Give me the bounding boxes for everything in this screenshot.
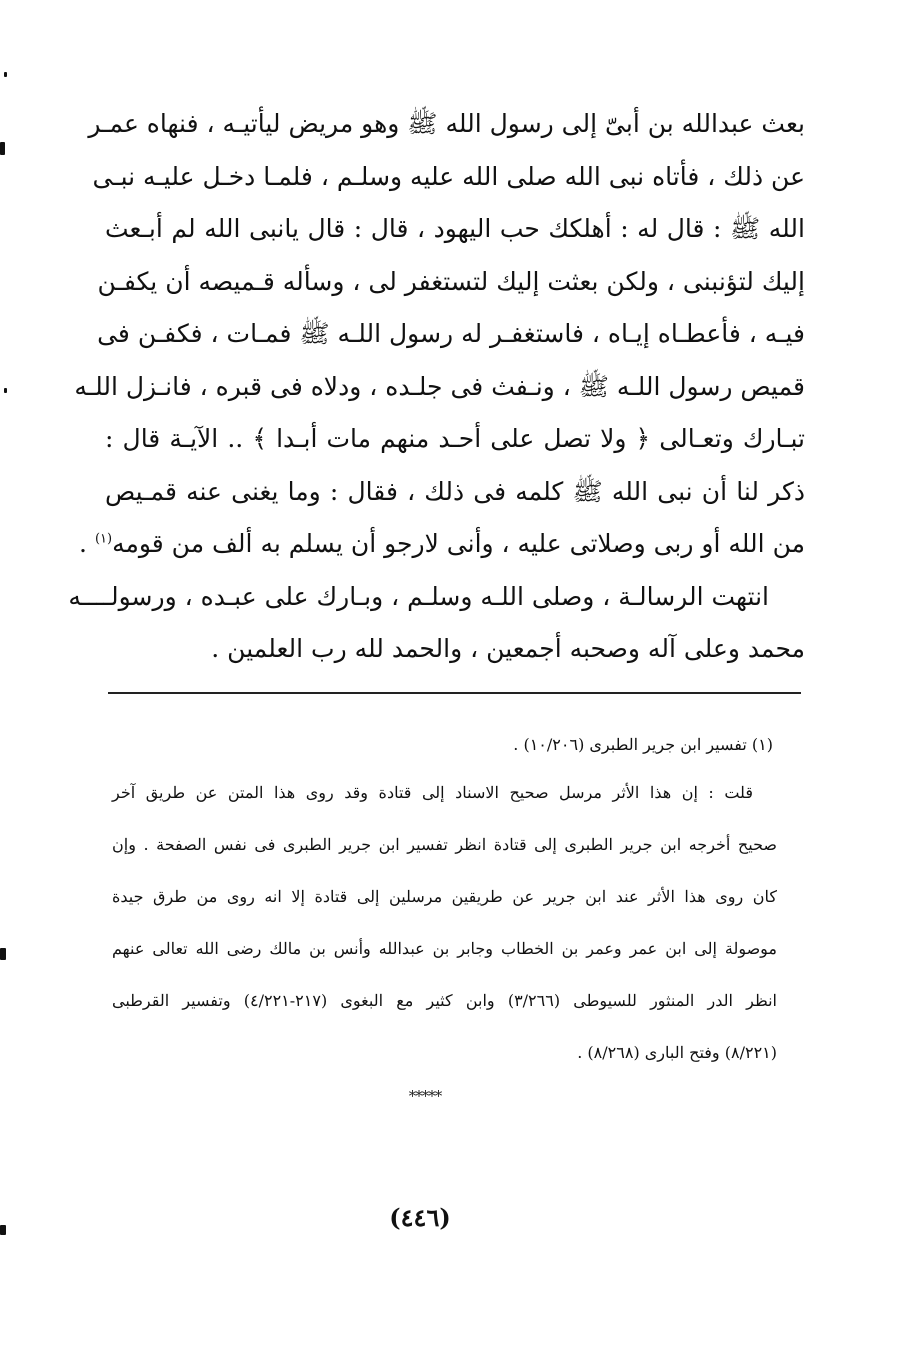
line-end-period: . xyxy=(79,529,87,558)
margin-mark xyxy=(0,1225,6,1235)
body-line-8: ذكر لنا أن نبى الله ﷺ كلمه فى ذلك ، فقال : وما يغنى عنه قمـيص xyxy=(105,476,805,506)
footnote-line-3: صحيح أخرجه ابن جرير الطبرى إلى قتادة انظر تفسير ابن جرير الطبرى فى نفس الصفحة . وإن xyxy=(112,835,777,854)
footnotes xyxy=(112,728,777,1088)
body-line-9-text: من الله أو ربى وصلاتى عليه ، وأنى لارجو أن يسلم به ألف من قومه xyxy=(112,529,805,558)
body-line-6: قميص رسول اللـه ﷺ ، ونـفث فى جلـده ، ودلاه فى قبره ، فانـزل اللـه xyxy=(74,371,805,401)
margin-mark xyxy=(0,948,6,960)
body-line-10: انتهت الرسالـة ، وصلى اللـه وسلـم ، وبـارك على عبـده ، ورسولــــه xyxy=(68,581,769,611)
body-line-1: بعث عبدالله بن أبىّ إلى رسول الله ﷺ وهو مريض ليأتيـه ، فنهاه عمـر xyxy=(88,109,805,138)
body-line-7: تبـارك وتعـالى ﴿ ولا تصل على أحـد منهم مات أبـدا ﴾ .. الآيـة قال : xyxy=(105,424,805,453)
footnote-line-6: انظر الدر المنثور للسيوطى (٣/٢٦٦) وابن كثير مع البغوى (٢١٧-٤/٢٢١) وتفسير القرطبى xyxy=(112,991,777,1010)
body-line-5: فيـه ، فأعطـاه إيـاه ، فاستغفـر له رسول اللـه ﷺ فمـات ، فكفـن فى xyxy=(97,319,805,348)
body-line-9 xyxy=(79,518,805,571)
footnote-line-4: كان روى هذا الأثر عند ابن جرير عن طريقين مرسلين إلى قتادة إلا انه روى من طرق جيدة xyxy=(112,887,777,906)
section-separator: ***** xyxy=(408,1087,442,1105)
footnote-line-1: (١) تفسير ابن جرير الطبرى (١٠/٢٠٦) . xyxy=(513,735,773,754)
margin-mark xyxy=(0,142,5,155)
body-line-11: محمد وعلى آله وصحبه أجمعين ، والحمد لله رب العلمين . xyxy=(211,634,805,663)
margin-mark xyxy=(4,388,7,393)
margin-mark xyxy=(4,72,7,77)
footnote-divider xyxy=(108,692,801,694)
body-line-2: عن ذلك ، فأتاه نبى الله صلى الله عليه وسلـم ، فلمـا دخـل عليـه نبـى xyxy=(92,161,805,191)
footnote-marker: (١) xyxy=(94,531,113,547)
page-number: (٤٤٦) xyxy=(389,1203,451,1232)
footnote-line-7: (٨/٢٢١) وفتح البارى (٨/٢٦٨) . xyxy=(577,1043,777,1062)
main-text xyxy=(68,98,805,676)
footnote-line-2: قلت : إن هذا الأثر مرسل صحيح الاسناد إلى قتادة وقد روى هذا المتن عن طريق آخر xyxy=(112,783,753,802)
body-line-3: الله ﷺ : قال له : أهلكك حب اليهود ، قال : قال يانبى الله لم أبـعث xyxy=(105,214,805,243)
footnote-line-5: موصولة إلى ابن عمر وعمر بن الخطاب وجابر بن عبدالله وأنس بن مالك رضى الله تعالى عنهم xyxy=(112,939,777,958)
body-line-4: إليك لتؤنبنى ، ولكن بعثت إليك لتستغفر لى ، وسأله قـميصه أن يكفـن xyxy=(97,266,805,296)
